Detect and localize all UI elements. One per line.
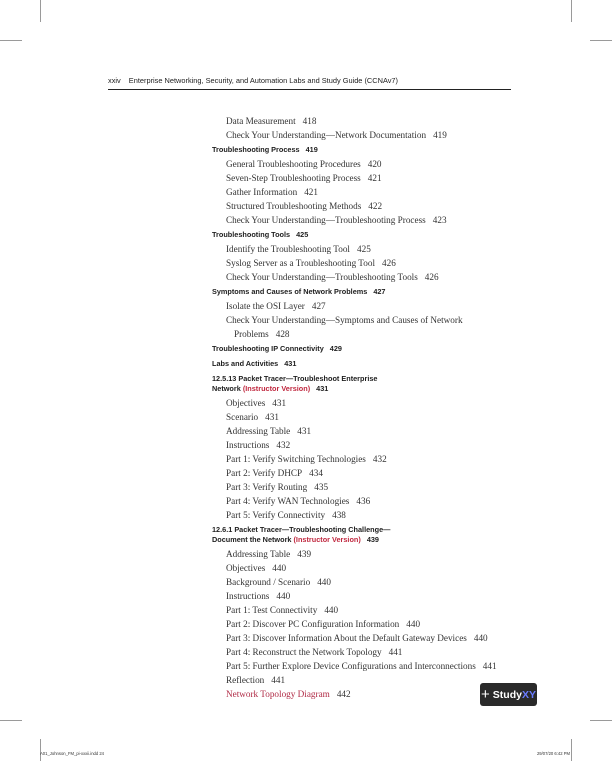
toc-entry[interactable]: Check Your Understanding—Symptoms and Causes of Network Problems 428 [226,315,463,339]
toc-entry[interactable]: Background / Scenario 440 [226,577,331,587]
toc-entry[interactable]: Part 2: Discover PC Configuration Information 440 [226,619,421,629]
crop-mark [571,0,572,22]
book-title: Enterprise Networking, Security, and Automation Labs and Study Guide (CCNAv7) [128,76,399,85]
toc-entry[interactable]: General Troubleshooting Procedures 420 [226,159,382,169]
toc-entry[interactable]: Syslog Server as a Troubleshooting Tool 426 [226,258,396,268]
toc-entry[interactable]: Part 2: Verify DHCP 434 [226,468,323,478]
toc-entry[interactable]: Gather Information 421 [226,187,318,197]
toc-entry[interactable]: Check Your Understanding—Troubleshooting Tools 426 [226,272,439,282]
toc-section-heading[interactable]: Troubleshooting IP Connectivity 429 [212,344,342,353]
slug-filename: A01_Johnson_FM_pi-xxxii.indd 24 [40,751,105,756]
toc-entry[interactable]: Check Your Understanding—Troubleshooting Process 423 [226,215,447,225]
toc-entry[interactable]: Objectives 440 [226,563,287,573]
slug-timestamp: 29/07/20 6:42 PM [536,751,570,756]
crop-mark [590,40,612,41]
toc-lab-heading[interactable]: 12.5.13 Packet Tracer—Troubleshoot Enterprise Network (Instructor Version) 431 [212,374,378,393]
crop-mark [40,739,41,761]
crop-mark [571,739,572,761]
toc-entry[interactable]: Scenario 431 [226,412,279,422]
toc-entry[interactable]: Seven-Step Troubleshooting Process 421 [226,173,382,183]
toc-entry[interactable]: Part 1: Verify Switching Technologies 432 [226,454,387,464]
studyxy-logo[interactable]: + Study XY [480,683,537,706]
toc-entry[interactable]: Part 5: Further Explore Device Configurations and Interconnections 441 [226,661,497,671]
toc-entry[interactable]: Part 5: Verify Connectivity 438 [226,510,346,520]
page-folio: xxiv [108,76,121,85]
toc-entry[interactable]: Instructions 432 [226,440,291,450]
toc-section-heading[interactable]: Symptoms and Causes of Network Problems 427 [212,287,386,296]
toc-entry[interactable]: Reflection 441 [226,675,286,685]
toc-entry[interactable]: Part 3: Discover Information About the Default Gateway Devices 440 [226,633,488,643]
toc-lab-heading[interactable]: 12.6.1 Packet Tracer—Troubleshooting Challenge— Document the Network (Instructor Version) 439 [212,525,391,544]
toc-entry[interactable]: Check Your Understanding—Network Documentation 419 [226,130,447,140]
toc-entry[interactable]: Part 4: Reconstruct the Network Topology 441 [226,647,403,657]
crop-mark [590,720,612,721]
header-rule [108,89,511,90]
crop-mark [0,40,22,41]
toc-entry[interactable]: Isolate the OSI Layer 427 [226,301,326,311]
toc-section-heading[interactable]: Labs and Activities 431 [212,359,297,368]
running-head [108,76,398,85]
toc-entry[interactable]: Identify the Troubleshooting Tool 425 [226,244,371,254]
toc-entry[interactable]: Part 4: Verify WAN Technologies 436 [226,496,371,506]
toc-entry[interactable]: Data Measurement 418 [226,116,317,126]
toc-entry[interactable]: Addressing Table 439 [226,549,312,559]
toc-link-network-topology[interactable]: Network Topology Diagram 442 [226,689,351,699]
toc-entry[interactable]: Structured Troubleshooting Methods 422 [226,201,383,211]
toc-entry[interactable]: Addressing Table 431 [226,426,312,436]
table-of-contents [212,114,512,701]
plus-icon: + [481,686,490,703]
toc-entry[interactable]: Instructions 440 [226,591,291,601]
toc-entry[interactable]: Objectives 431 [226,398,287,408]
toc-entry[interactable]: Part 1: Test Connectivity 440 [226,605,339,615]
toc-section-heading[interactable]: Troubleshooting Tools 425 [212,230,309,239]
toc-section-heading[interactable]: Troubleshooting Process 419 [212,145,318,154]
crop-mark [0,720,22,721]
crop-mark [40,0,41,22]
toc-entry[interactable]: Part 3: Verify Routing 435 [226,482,329,492]
